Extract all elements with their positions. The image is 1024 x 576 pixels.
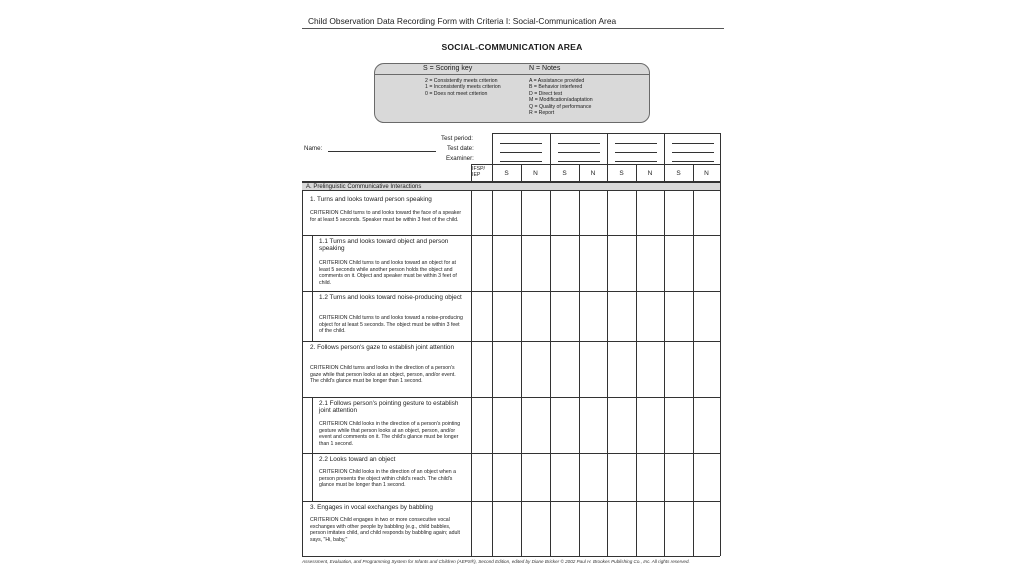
scoring-key-line: 2 = Consistently meets criterion xyxy=(425,78,498,84)
item-criterion: CRITERION Child turns to and looks toward the face of a speaker for at least 5 seconds. Speaker must be within 3 feet of the child. xyxy=(310,210,462,223)
col-header-s: S xyxy=(504,169,509,177)
col-header-n: N xyxy=(704,169,709,177)
item-criterion: CRITERION Child looks in the direction of a person's pointing gesture while that person looks at an object, person, and/or event and comments on it. The child's glance must be longer than 1 second. xyxy=(319,421,461,447)
scoring-key-box xyxy=(374,63,650,123)
item-title: 2.2 Looks toward an object xyxy=(319,456,396,463)
col-header-s: S xyxy=(619,169,624,177)
scoring-key-line: 1 = Inconsistently meets criterion xyxy=(425,84,501,91)
item-title: 3. Engages in vocal exchanges by babbling xyxy=(310,504,433,511)
item-title: 2.1 Follows person's pointing gesture to establish joint attention xyxy=(319,400,459,415)
header-divider xyxy=(302,28,724,29)
name-field[interactable] xyxy=(328,151,436,152)
scoring-key-title: S = Scoring key xyxy=(423,65,473,72)
section-title: A. Prelinguistic Communicative Interactions xyxy=(306,183,422,190)
notes-key-title: N = Notes xyxy=(529,65,561,72)
item-criterion: CRITERION Child turns and looks in the direction of a person's gaze while that person looks at an object, person, and/or event. The child's glance must be longer than 1 second. xyxy=(310,365,456,385)
col-header-s: S xyxy=(676,169,681,177)
scoring-key-line: 0 = Does not meet criterion xyxy=(425,90,488,97)
item-criterion: CRITERION Child looks in the direction of an object when a person presents the object within child's reach. The child's glance must be longer than 1 second. xyxy=(319,469,456,489)
name-label: Name: xyxy=(304,145,323,152)
scoring-key-list xyxy=(425,78,501,97)
notes-key-line: B = Behavior interfered xyxy=(529,84,583,91)
examiner-label: Examiner: xyxy=(446,155,474,162)
col-header-n: N xyxy=(647,169,653,177)
notes-key-line: R = Report xyxy=(529,110,555,117)
copyright-footer: Assessment, Evaluation, and Programming System for Infants and Children (AEPS®), Second Edition, edited by Diane Bricker © 2002 Paul H. Brookes Publishing Co., Inc. All rights reserved. xyxy=(302,559,690,564)
test-date-label: Test date: xyxy=(447,145,474,152)
area-title: SOCIAL-COMMUNICATION AREA xyxy=(441,42,583,52)
col-header-n: N xyxy=(590,169,596,177)
notes-key-list xyxy=(529,78,593,116)
notes-key-line: M = Modification/adaptation xyxy=(529,97,593,104)
item-criterion: CRITERION Child turns to and looks toward an object for at least 5 seconds while another person holds the object and comments on it. Object and speaker must be within 3 feet of child. xyxy=(319,260,457,286)
recording-form-page xyxy=(300,0,724,576)
item-criterion: CRITERION Child engages in two or more consecutive vocal exchanges with other people by babbling (e.g., child babbles, person imitates child, and child responds by babbling again; adult says, "Hi, baby," xyxy=(310,517,460,543)
col-header-iep: IFSP/ IEP xyxy=(472,166,485,178)
form-title: Child Observation Data Recording Form with Criteria I: Social-Communication Area xyxy=(308,16,617,26)
notes-key-line: Q = Quality of performance xyxy=(529,103,592,110)
item-title: 2. Follows person's gaze to establish joint attention xyxy=(310,344,455,351)
notes-key-line: D = Direct test xyxy=(529,90,563,97)
notes-key-line: A = Assistance provided xyxy=(529,78,585,84)
item-title: 1. Turns and looks toward person speaking xyxy=(310,196,432,203)
item-criterion: CRITERION Child turns to and looks toward a noise-producing object for at least 5 seconds. The object must be within 3 feet of the child. xyxy=(319,315,463,335)
item-title: 1.1 Turns and looks toward object and person speaking xyxy=(319,238,449,253)
scoring-key-header xyxy=(375,64,649,75)
col-header-n: N xyxy=(533,169,538,177)
col-header-s: S xyxy=(562,169,567,177)
test-period-label: Test period: xyxy=(441,135,473,142)
section-header xyxy=(302,182,720,191)
item-title: 1.2 Turns and looks toward noise-producing object xyxy=(319,294,462,301)
